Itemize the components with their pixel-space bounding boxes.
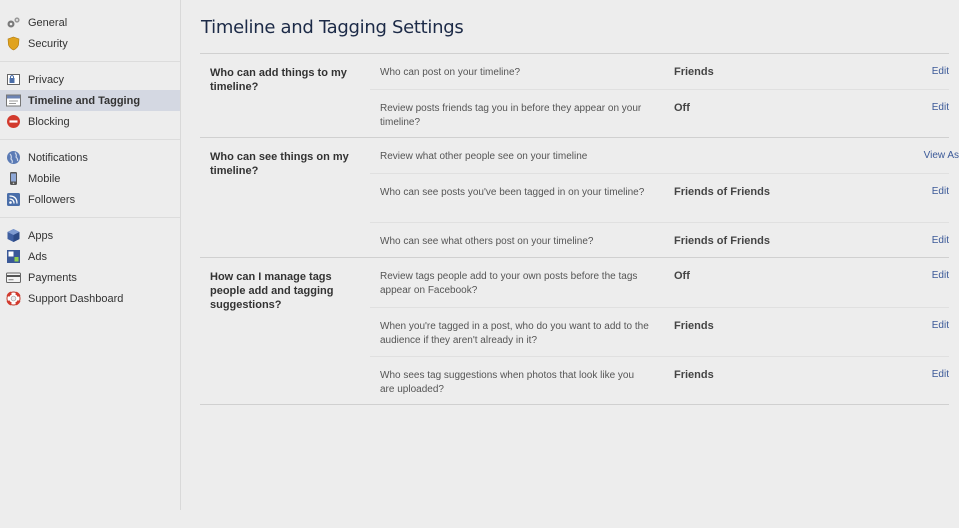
- setting-value: Off: [674, 270, 690, 282]
- edit-link[interactable]: Edit: [931, 320, 949, 331]
- section-label: Who can see things on my timeline?: [210, 151, 349, 177]
- page-title: Timeline and Tagging Settings: [201, 17, 464, 38]
- setting-question: Review tags people add to your own posts before the tags appear on Facebook?: [380, 271, 638, 296]
- sidebar-item-label: Security: [28, 37, 68, 50]
- settings-row: [370, 258, 949, 307]
- setting-value: Friends: [674, 369, 714, 381]
- sidebar-item-support-dashboard[interactable]: [0, 288, 180, 309]
- sidebar-item-label: Blocking: [28, 115, 70, 128]
- sidebar-item-timeline-and-tagging[interactable]: [0, 90, 180, 111]
- lifebuoy-icon: [6, 291, 21, 306]
- setting-question: Who can see posts you've been tagged in on your timeline?: [380, 187, 645, 198]
- sidebar-item-label: Support Dashboard: [28, 292, 124, 305]
- timeline-icon: [6, 93, 21, 108]
- mobile-icon: [6, 171, 21, 186]
- sidebar-divider: [0, 217, 180, 218]
- settings-sidebar: [0, 0, 181, 510]
- sidebar-group-notifications: [0, 147, 180, 210]
- section-label: Who can add things to my timeline?: [210, 67, 347, 93]
- ads-icon: [6, 249, 21, 264]
- card-icon: [6, 270, 21, 285]
- setting-question: Review posts friends tag you in before they appear on your timeline?: [380, 103, 642, 128]
- settings-section: [200, 258, 949, 405]
- sidebar-divider: [0, 61, 180, 62]
- edit-link[interactable]: Edit: [931, 235, 949, 246]
- setting-question: When you're tagged in a post, who do you want to add to the audience if they aren't already in it?: [380, 321, 649, 346]
- sidebar-item-general[interactable]: [0, 12, 180, 33]
- gears-icon: [6, 15, 21, 30]
- settings-row: [370, 54, 949, 89]
- sidebar-item-label: Apps: [28, 229, 54, 242]
- sidebar-item-security[interactable]: [0, 33, 180, 54]
- setting-question: Who sees tag suggestions when photos that look like you are uploaded?: [380, 370, 635, 395]
- sidebar-item-label: Followers: [28, 193, 76, 206]
- block-icon: [6, 114, 21, 129]
- sidebar-item-notifications[interactable]: [0, 147, 180, 168]
- settings-row: [370, 89, 949, 138]
- setting-value: Friends of Friends: [674, 186, 770, 198]
- settings-main: [200, 0, 959, 528]
- settings-section: [200, 54, 949, 138]
- edit-link[interactable]: Edit: [931, 102, 949, 113]
- settings-row: [370, 222, 949, 258]
- globe-icon: [6, 150, 21, 165]
- sidebar-group-apps: [0, 225, 180, 309]
- sidebar-group-privacy: [0, 69, 180, 132]
- sidebar-item-label: Mobile: [28, 172, 61, 185]
- sidebar-item-label: Ads: [28, 250, 47, 263]
- settings-row: [370, 138, 959, 173]
- sidebar-item-label: General: [28, 16, 68, 29]
- view-as-link[interactable]: View As: [923, 150, 959, 161]
- sidebar-item-label: Payments: [28, 271, 77, 284]
- sidebar-divider: [0, 139, 180, 140]
- setting-value: Friends: [674, 66, 714, 78]
- settings-row: [370, 307, 949, 357]
- setting-value: Friends: [674, 320, 714, 332]
- edit-link[interactable]: Edit: [931, 270, 949, 281]
- lock-icon: [6, 72, 21, 87]
- settings-row: [370, 173, 949, 223]
- sidebar-group-account: [0, 12, 180, 54]
- edit-link[interactable]: Edit: [931, 186, 949, 197]
- sidebar-item-followers[interactable]: [0, 189, 180, 210]
- sidebar-item-label: Privacy: [28, 73, 65, 86]
- setting-question: Review what other people see on your timeline: [380, 151, 588, 162]
- settings-section: [200, 138, 959, 258]
- setting-question: Who can post on your timeline?: [380, 67, 521, 78]
- sidebar-item-privacy[interactable]: [0, 69, 180, 90]
- sidebar-item-blocking[interactable]: [0, 111, 180, 132]
- sidebar-item-apps[interactable]: [0, 225, 180, 246]
- cube-icon: [6, 228, 21, 243]
- sidebar-item-payments[interactable]: [0, 267, 180, 288]
- settings-row: [370, 356, 949, 405]
- edit-link[interactable]: Edit: [931, 66, 949, 77]
- sidebar-item-ads[interactable]: [0, 246, 180, 267]
- sidebar-item-mobile[interactable]: [0, 168, 180, 189]
- edit-link[interactable]: Edit: [931, 369, 949, 380]
- sidebar-item-label: Timeline and Tagging: [28, 94, 141, 107]
- section-label: How can I manage tags people add and tagging suggestions?: [210, 271, 334, 311]
- setting-value: Friends of Friends: [674, 235, 770, 247]
- rss-icon: [6, 192, 21, 207]
- shield-icon: [6, 36, 21, 51]
- sidebar-item-label: Notifications: [28, 151, 88, 164]
- setting-question: Who can see what others post on your timeline?: [380, 236, 594, 247]
- setting-value: Off: [674, 102, 690, 114]
